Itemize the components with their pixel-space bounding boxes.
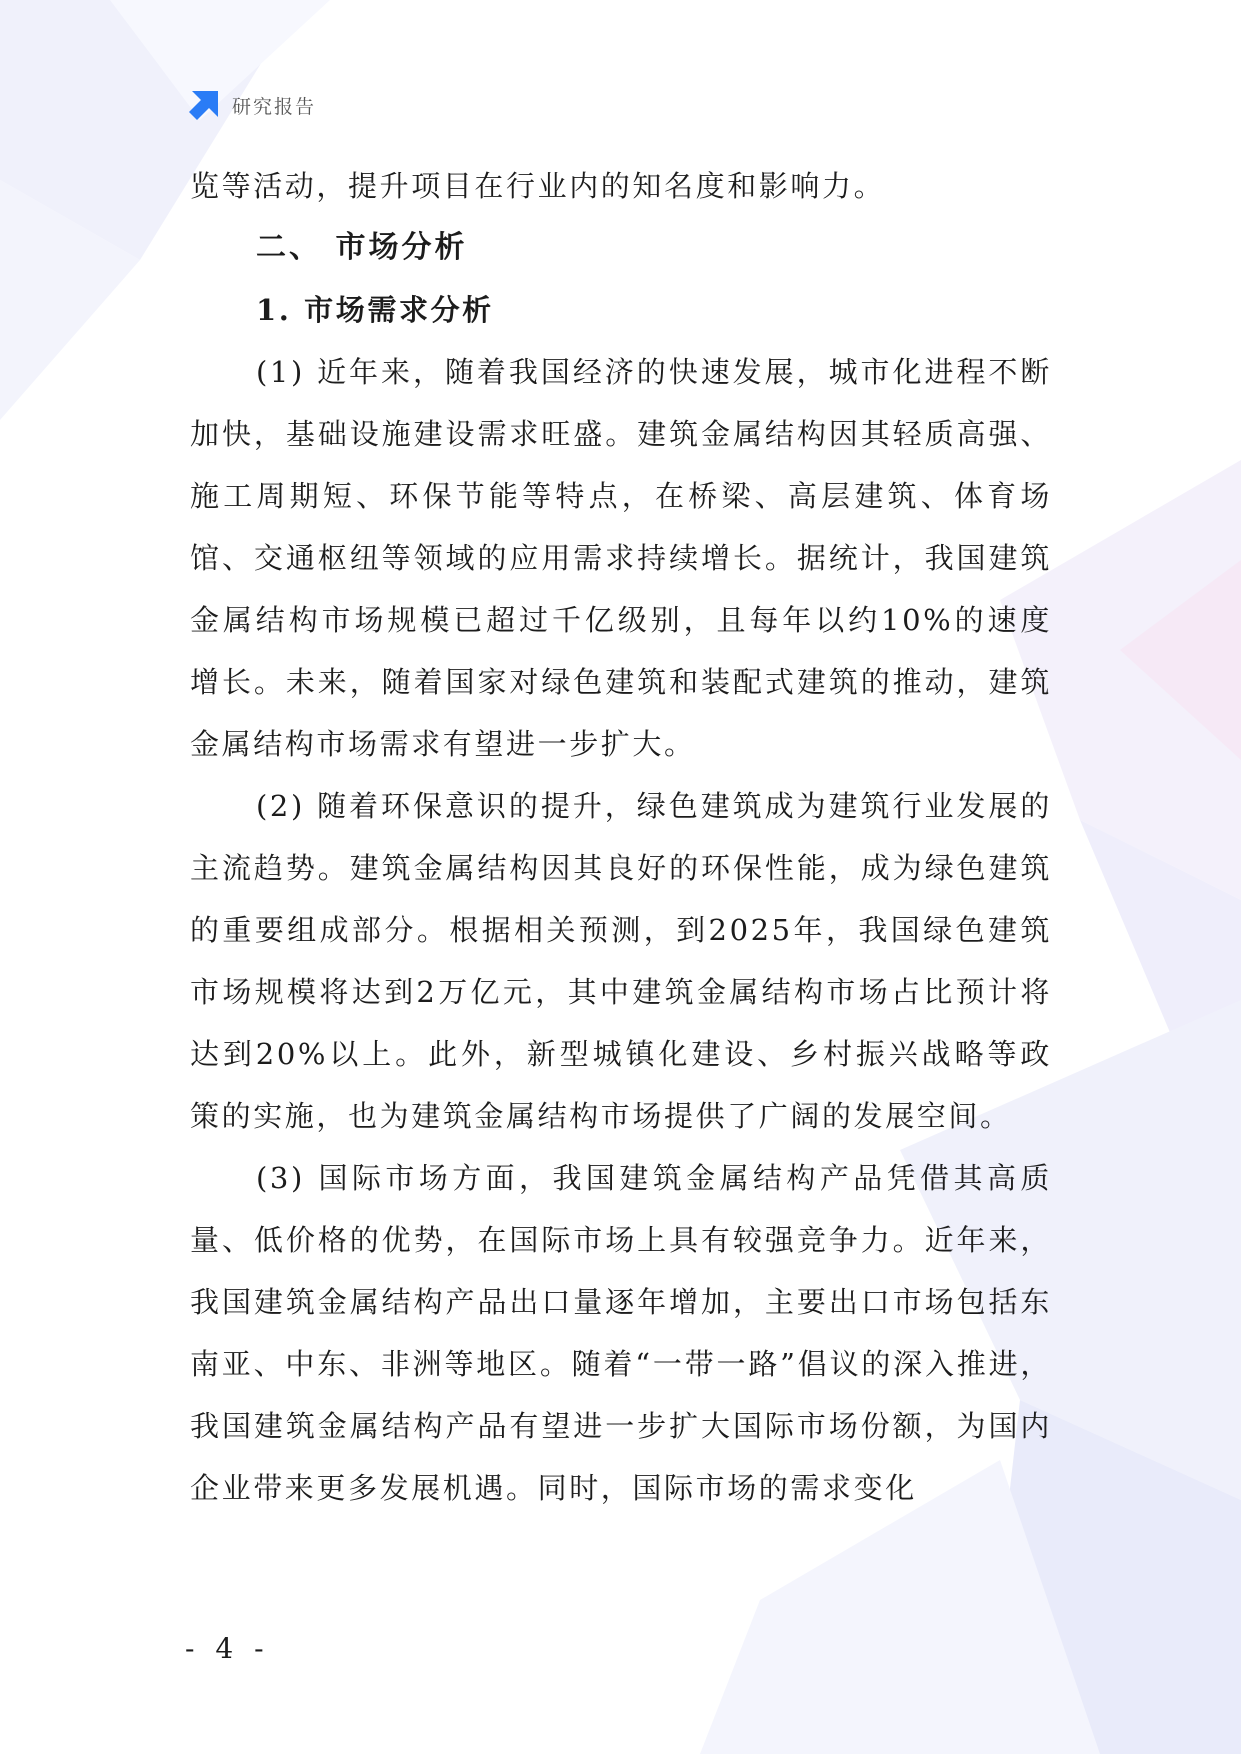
header-title: 研究报告 xyxy=(232,95,317,118)
subsection-heading: 1. 市场需求分析 xyxy=(256,293,494,327)
page-header xyxy=(188,88,316,122)
page-number: - 4 - xyxy=(185,1632,270,1665)
paragraph-1: (1) 近年来，随着我国经济的快速发展，城市化进程不断加快，基础设施建设需求旺盛。建筑金属结构因其轻质高强、施工周期短、环保节能等特点，在桥梁、高层建筑、体育场馆、交通枢纽等领域的应用需求持续增长。据统计，我国建筑金属结构市场规模已超过千亿级别，且每年以约10%的速度增长。未来，随着国家对绿色建筑和装配式建筑的推动，建筑金属结构市场需求有望进一步扩大。 xyxy=(190,355,1052,761)
arrow-up-right-icon xyxy=(188,89,220,121)
paragraph-2: (2) 随着环保意识的提升，绿色建筑成为建筑行业发展的主流趋势。建筑金属结构因其良好的环保性能，成为绿色建筑的重要组成部分。根据相关预测，到2025年，我国绿色建筑市场规模将达到2万亿元，其中建筑金属结构市场占比预计将达到20%以上。此外，新型城镇化建设、乡村振兴战略等政策的实施，也为建筑金属结构市场提供了广阔的发展空间。 xyxy=(190,789,1052,1133)
paragraph-3: (3) 国际市场方面，我国建筑金属结构产品凭借其高质量、低价格的优势，在国际市场上具有较强竞争力。近年来，我国建筑金属结构产品出口量逐年增加，主要出口市场包括东南亚、中东、非洲等地区。随着“一带一路”倡议的深入推进，我国建筑金属结构产品有望进一步扩大国际市场份额，为国内企业带来更多发展机遇。同时，国际市场的需求变化 xyxy=(190,1161,1052,1505)
continuation-paragraph: 览等活动，提升项目在行业内的知名度和影响力。 xyxy=(190,169,886,203)
document-body xyxy=(190,155,1052,1519)
section-heading: 二、 市场分析 xyxy=(256,230,468,265)
